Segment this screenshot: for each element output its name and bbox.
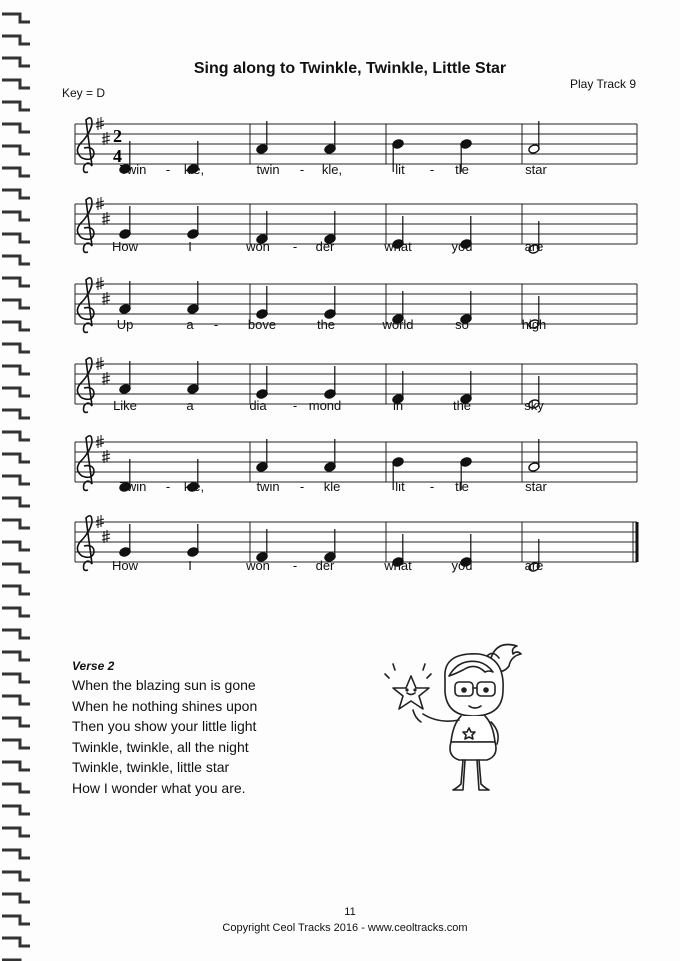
verse-text (72, 675, 257, 798)
verse-line: When the blazing sun is gone (72, 677, 256, 693)
lyric-syllable: dia (249, 398, 267, 413)
lyric-syllable: what (384, 558, 412, 573)
lyric-hyphen: - (292, 239, 298, 254)
verse-line: Twinkle, twinkle, all the night (72, 738, 249, 755)
lyric-syllable: der (315, 558, 335, 573)
lyric-hyphen: - (292, 558, 298, 573)
lyric-syllable: high (521, 317, 547, 332)
lyric-syllable: won (246, 239, 270, 254)
lyric-syllable: star (525, 162, 547, 177)
lyric-hyphen: - (299, 162, 305, 177)
lyric-hyphen: - (429, 479, 435, 494)
lyric-syllable: How (111, 239, 139, 254)
verse-line: Then you show your little light (72, 718, 257, 734)
copyright-text: Copyright Ceol Tracks 2016 - www.ceoltracks.com (222, 922, 468, 934)
lyric-syllable: lit (395, 479, 405, 494)
lyric-syllable: kle (323, 479, 341, 494)
time-signature-bottom: 4 (113, 146, 122, 166)
lyric-syllable: mond (308, 398, 342, 413)
lyric-hyphen: - (299, 479, 305, 494)
girl-with-star-illustration (383, 638, 531, 798)
lyric-syllable: Twin (119, 162, 147, 177)
lyric-syllable: the (316, 317, 336, 332)
lyric-syllable: kle, (183, 162, 205, 177)
verse-line: Twinkle, twinkle, little star (72, 759, 230, 775)
lyric-syllable: are (524, 239, 544, 254)
lyric-syllable: world (382, 317, 414, 332)
lyric-syllable: twin (256, 479, 280, 494)
lyric-syllable: sky (524, 398, 544, 413)
lyric-syllable: tle (455, 162, 469, 177)
verse-line: When he nothing shines upon (72, 697, 258, 714)
play-track-label: Play Track 9 (570, 77, 637, 91)
lyric-syllable: Twin (119, 479, 147, 494)
lyric-syllable: you (451, 239, 473, 254)
lyric-syllable: Up (116, 317, 134, 332)
verse-heading: Verse 2 (72, 659, 115, 673)
lyric-syllable: a (186, 317, 194, 332)
lyric-syllable: I (188, 558, 192, 573)
lyric-syllable: star (525, 479, 547, 494)
lyric-syllable: lit (395, 162, 405, 177)
time-signature-top: 2 (113, 126, 122, 146)
lyric-syllable: I (188, 239, 192, 254)
lyric-syllable: a (186, 398, 194, 413)
lyric-hyphen: - (165, 479, 171, 494)
page-title: Sing along to Twinkle, Twinkle, Little Star (193, 60, 507, 77)
page-number: 11 (344, 906, 356, 918)
lyric-syllable: what (384, 239, 412, 254)
lyric-syllable: der (315, 239, 335, 254)
lyric-syllable: Like (113, 398, 137, 413)
lyric-syllable: How (111, 558, 139, 573)
lyric-syllable: you (451, 558, 473, 573)
key-signature-label: Key = D (62, 86, 106, 100)
lyric-syllable: kle, (321, 162, 343, 177)
lyric-hyphen: - (429, 162, 435, 177)
lyric-hyphen: - (292, 398, 298, 413)
verse-line: How I wonder what you are. (72, 779, 246, 796)
lyric-syllable: in (392, 398, 404, 413)
lyric-syllable: bove (247, 317, 277, 332)
lyric-hyphen: - (213, 317, 219, 332)
lyric-syllable: are (524, 558, 544, 573)
lyric-syllable: won (246, 558, 270, 573)
lyric-syllable: twin (256, 162, 280, 177)
lyric-syllable: kle, (183, 479, 205, 494)
lyric-hyphen: - (165, 162, 171, 177)
lyric-syllable: so (455, 317, 469, 332)
lyric-syllable: tle (455, 479, 469, 494)
lyric-syllable: the (452, 398, 472, 413)
